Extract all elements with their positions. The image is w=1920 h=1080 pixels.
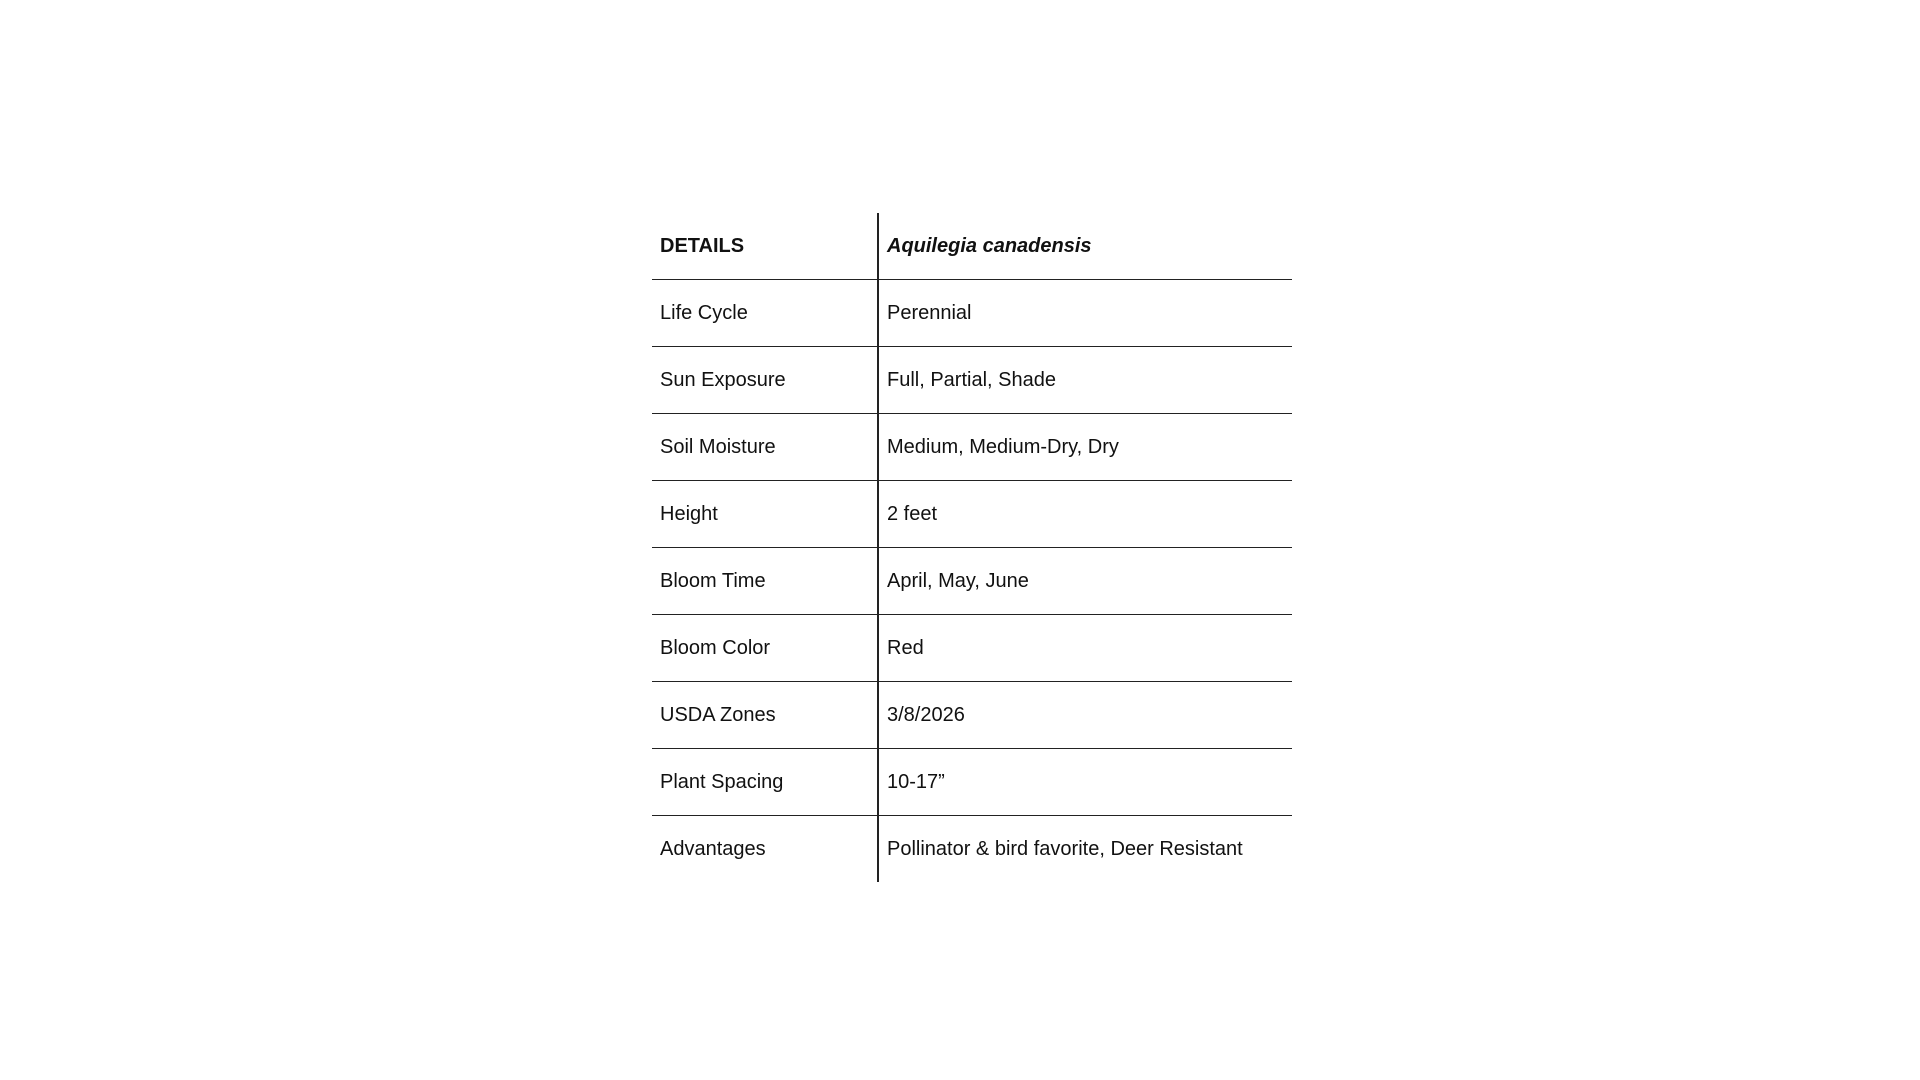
row-label: USDA Zones: [652, 682, 878, 749]
table-row-usda-zones: [652, 682, 1292, 749]
row-value: Perennial: [878, 280, 1292, 347]
table-row-sun-exposure: [652, 347, 1292, 414]
table-row-bloom-color: [652, 615, 1292, 682]
table-row-life-cycle: [652, 280, 1292, 347]
table-row-plant-spacing: [652, 749, 1292, 816]
row-value: 10-17”: [878, 749, 1292, 816]
table-row-height: [652, 481, 1292, 548]
row-label: Life Cycle: [652, 280, 878, 347]
row-value: 3/8/2026: [878, 682, 1292, 749]
row-value: Red: [878, 615, 1292, 682]
row-value: Medium, Medium-Dry, Dry: [878, 414, 1292, 481]
row-label: Height: [652, 481, 878, 548]
details-header: DETAILS: [652, 213, 878, 280]
row-label: Plant Spacing: [652, 749, 878, 816]
row-value: Full, Partial, Shade: [878, 347, 1292, 414]
table-row-soil-moisture: [652, 414, 1292, 481]
row-label: Bloom Time: [652, 548, 878, 615]
row-label: Bloom Color: [652, 615, 878, 682]
row-value: April, May, June: [878, 548, 1292, 615]
row-label: Sun Exposure: [652, 347, 878, 414]
row-value: Pollinator & bird favorite, Deer Resistant: [878, 816, 1292, 883]
table-row-bloom-time: [652, 548, 1292, 615]
table-header-row: [652, 213, 1292, 280]
table-row-advantages: [652, 816, 1292, 883]
row-label: Advantages: [652, 816, 878, 883]
row-value: 2 feet: [878, 481, 1292, 548]
plant-details-table: [652, 213, 1292, 882]
row-label: Soil Moisture: [652, 414, 878, 481]
plant-name-header: Aquilegia canadensis: [887, 235, 1092, 257]
